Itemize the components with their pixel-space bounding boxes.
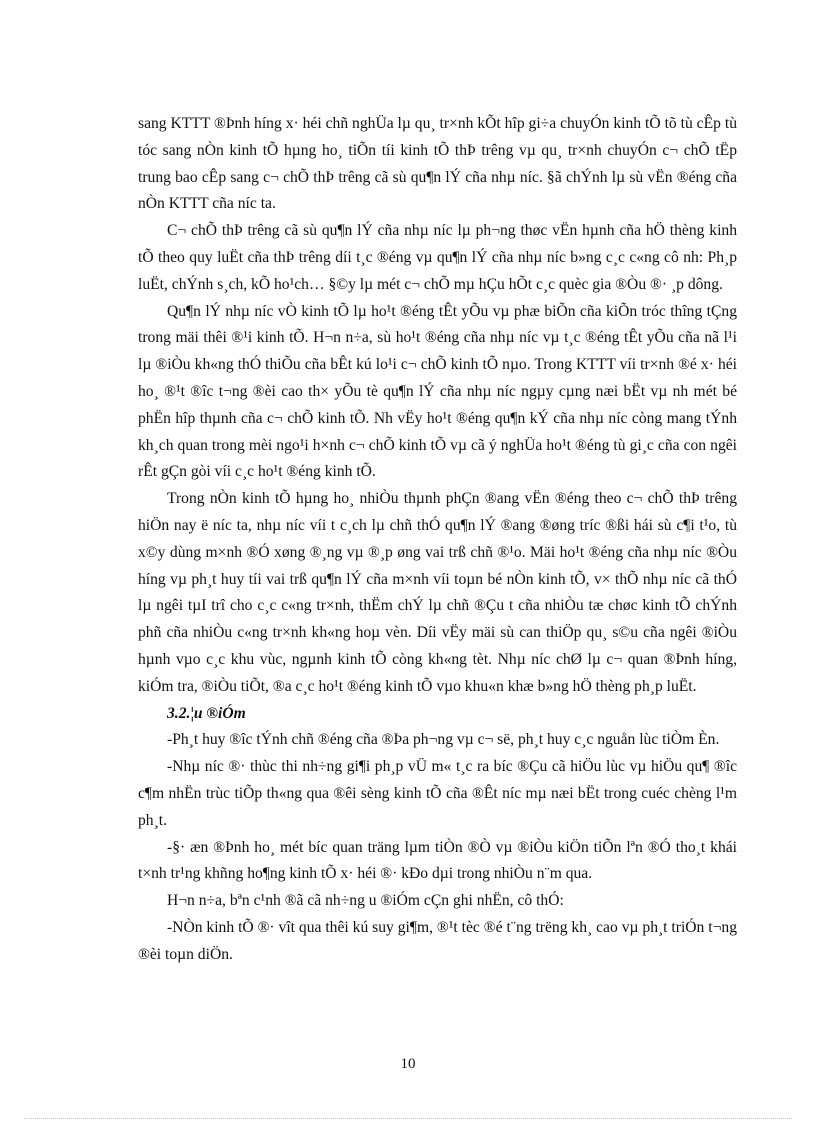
paragraph: -NÒn kinh tÕ ®· vît qua thêi kú suy gi¶m, ®¹t tèc ®é t¨ng trëng kh¸ cao vµ ph¸t triÓn t¬ng ®èi toµn diÖn. <box>138 918 737 963</box>
paragraph: Qu¶n lÝ nhµ níc vÒ kinh tÕ lµ ho¹t ®éng tÊt yÕu vµ phæ biÕn cña kiÕn tróc thîng tÇng trong mäi thêi ®¹i kinh tÕ. H¬n n÷a, sù ho¹t ®éng cña nhµ níc vµ t¸c ®éng tÊt yÕu cña nã l¹i lµ ®iÒu kh«ng thÓ thiÕu cña bÊt kú lo¹i c¬ chÕ kinh tÕ nµo. Trong KTTT víi tr×nh ®é x· héi ho¸ ®¹t ®îc t¬ng ®èi cao th× yÕu tè qu¶n lÝ cña nhµ níc ngµy cµng næi bËt vµ nh mét bé phËn hîp thµnh cña c¬ chÕ kinh tÕ. Nh vËy ho¹t ®éng qu¶n kÝ cña nhµ níc còng mang tÝnh kh¸ch quan trong mèi ngo¹i h×nh c¬ chÕ kinh tÕ vµ cã ý nghÜa ho¹t ®éng tù gi¸c cña con ngêi rÊt gÇn gòi víi c¸c ho¹t ®éng kinh tÕ. <box>138 302 737 481</box>
paragraph: sang KTTT ®Þnh híng x· héi chñ nghÜa lµ qu¸ tr×nh kÕt hîp gi÷a chuyÓn kinh tÕ tõ tù cÊp tù tóc sang nÒn kinh tÕ hµng ho¸ tiÕn tíi kinh tÕ thÞ trêng vµ qu¸ tr×nh chuyÓn c¬ chÕ tËp trung bao cÊp sang c¬ chÕ thÞ trêng cã sù qu¶n lÝ cña nhµ níc. §ã chÝnh lµ sù vËn ®éng cña nÒn KTTT cña níc ta. <box>138 115 737 213</box>
paragraph: -§· æn ®Þnh ho¸ mét bíc quan träng lµm tiÒn ®Ò vµ ®iÒu kiÖn tiÕn lªn ®Ó tho¸t khái t×nh tr¹ng khñng ho¶ng kinh tÕ x· héi ®· kÐo dµi trong nhiÒu n¨m qua. <box>138 838 737 883</box>
paragraph: C¬ chÕ thÞ trêng cã sù qu¶n lÝ cña nhµ níc lµ ph¬ng thøc vËn hµnh cña hÖ thèng kinh tÕ theo quy luËt cña thÞ trêng díi t¸c ®éng vµ qu¶n lÝ cña nhµ níc b»ng c¸c c«ng cô nh: Ph¸p luËt, chÝnh s¸ch, kÕ ho¹ch… §©y lµ mét c¬ chÕ mµ hÇu hÕt c¸c quèc gia ®Òu ®· ¸p dông. <box>138 222 737 293</box>
paragraph: Trong nÒn kinh tÕ hµng ho¸ nhiÒu thµnh phÇn ®ang vËn ®éng theo c¬ chÕ thÞ trêng hiÖn nay ë níc ta, nhµ níc víi t c¸ch lµ chñ thÓ qu¶n lÝ ®ang ®øng tríc ®ßi hái sù c¶i t¹o, tù x©y dùng m×nh ®Ó xøng ®¸ng vµ ®¸p øng vai trß chñ ®¹o. Mäi ho¹t ®éng cña nhµ níc ®Òu híng vµ ph¸t huy tíi vai trß qu¶n lÝ cña m×nh víi toµn bé nÒn kinh tÕ, v× thÕ nhµ níc cã thÓ lµ ngêi tµI trî cho c¸c c«ng tr×nh, thËm chÝ lµ chñ ®Çu t cña nhiÒu tæ chøc kinh tÕ chÝnh phñ cña nhiÒu c«ng tr×nh kh«ng hoµ vèn. Díi vËy mäi sù can thiÖp qu¸ s©u cña ngêi ®iÒu hµnh vµo c¸c khu vùc, ngµnh kinh tÕ còng kh«ng tèt. Nhµ níc chØ lµ c¬ quan ®Þnh híng, kiÓm tra, ®iÒu tiÕt, ®a c¸c ho¹t ®éng kinh tÕ vµo khu«n khæ b»ng hÖ thèng ph¸p luËt. <box>138 490 737 695</box>
paragraph: -Ph¸t huy ®îc tÝnh chñ ®éng cña ®Þa ph¬ng vµ c¬ së, ph¸t huy c¸c nguån lùc tiÒm Èn. <box>167 731 720 749</box>
page-number: 10 <box>400 1056 416 1072</box>
paragraph: -Nhµ níc ®· thùc thi nh÷ng gi¶i ph¸p vÜ m« t¸c ra bíc ®Çu cã hiÖu lùc vµ hiÖu qu¶ ®îc c¶m nhËn trùc tiÕp th«ng qua ®êi sèng kinh tÕ cña ®Êt níc mµ næi bËt trong cuéc chèng l¹m ph¸t. <box>138 758 737 829</box>
section-heading: 3.2.¦u ®iÓm <box>167 704 246 722</box>
paragraph: H¬n n÷a, bªn c¹nh ®ã cã nh÷ng u ®iÓm cÇn ghi nhËn, cô thÓ: <box>167 892 564 910</box>
page-bottom-divider <box>24 1118 792 1119</box>
body-text <box>138 111 737 969</box>
